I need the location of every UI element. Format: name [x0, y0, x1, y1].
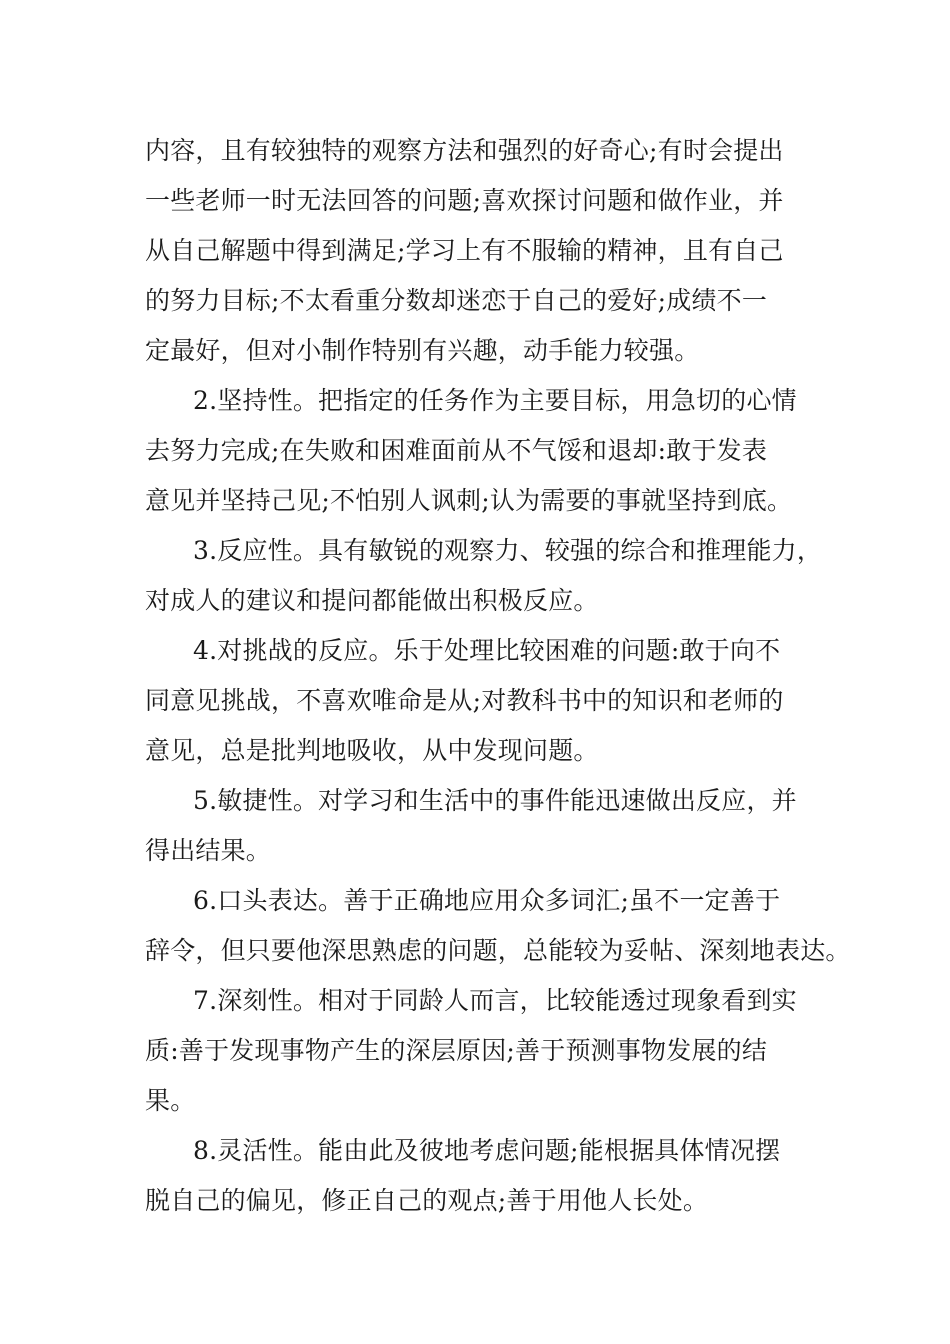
text-line: 2.坚持性。把指定的任务作为主要目标，用急切的心情 — [193, 386, 797, 415]
text-line: 一些老师一时无法回答的问题;喜欢探讨问题和做作业，并 — [145, 186, 784, 215]
text-line: 辞令，但只要他深思熟虑的问题，总能较为妥帖、深刻地表达。 — [145, 936, 851, 965]
text-line: 同意见挑战，不喜欢唯命是从;对教科书中的知识和老师的 — [145, 686, 784, 715]
text-line: 内容，且有较独特的观察方法和强烈的好奇心;有时会提出 — [145, 136, 784, 165]
text-line: 5.敏捷性。对学习和生活中的事件能迅速做出反应，并 — [193, 786, 797, 815]
text-line: 4.对挑战的反应。乐于处理比较困难的问题:敢于向不 — [193, 636, 781, 665]
text-line: 定最好，但对小制作特别有兴趣，动手能力较强。 — [145, 336, 700, 365]
text-line: 3.反应性。具有敏锐的观察力、较强的综合和推理能力， — [193, 536, 823, 565]
text-line: 脱自己的偏见，修正自己的观点;善于用他人长处。 — [145, 1186, 709, 1215]
text-line: 6.口头表达。善于正确地应用众多词汇;虽不一定善于 — [193, 886, 781, 915]
text-line: 意见，总是批判地吸收，从中发现问题。 — [145, 736, 599, 765]
text-line: 果。 — [145, 1086, 196, 1115]
text-line: 得出结果。 — [145, 836, 272, 865]
text-line: 去努力完成;在失败和困难面前从不气馁和退却:敢于发表 — [145, 436, 768, 465]
text-line: 质:善于发现事物产生的深层原因;善于预测事物发展的结 — [145, 1036, 768, 1065]
text-line: 的努力目标;不太看重分数却迷恋于自己的爱好;成绩不一 — [145, 286, 768, 315]
text-line: 7.深刻性。相对于同龄人而言，比较能透过现象看到实 — [193, 986, 797, 1015]
text-line: 意见并坚持己见;不怕别人讽刺;认为需要的事就坚持到底。 — [145, 486, 793, 515]
text-line: 对成人的建议和提问都能做出积极反应。 — [145, 586, 599, 615]
text-line: 从自己解题中得到满足;学习上有不服输的精神，且有自己 — [145, 236, 784, 265]
text-line: 8.灵活性。能由此及彼地考虑问题;能根据具体情况摆 — [193, 1136, 781, 1165]
